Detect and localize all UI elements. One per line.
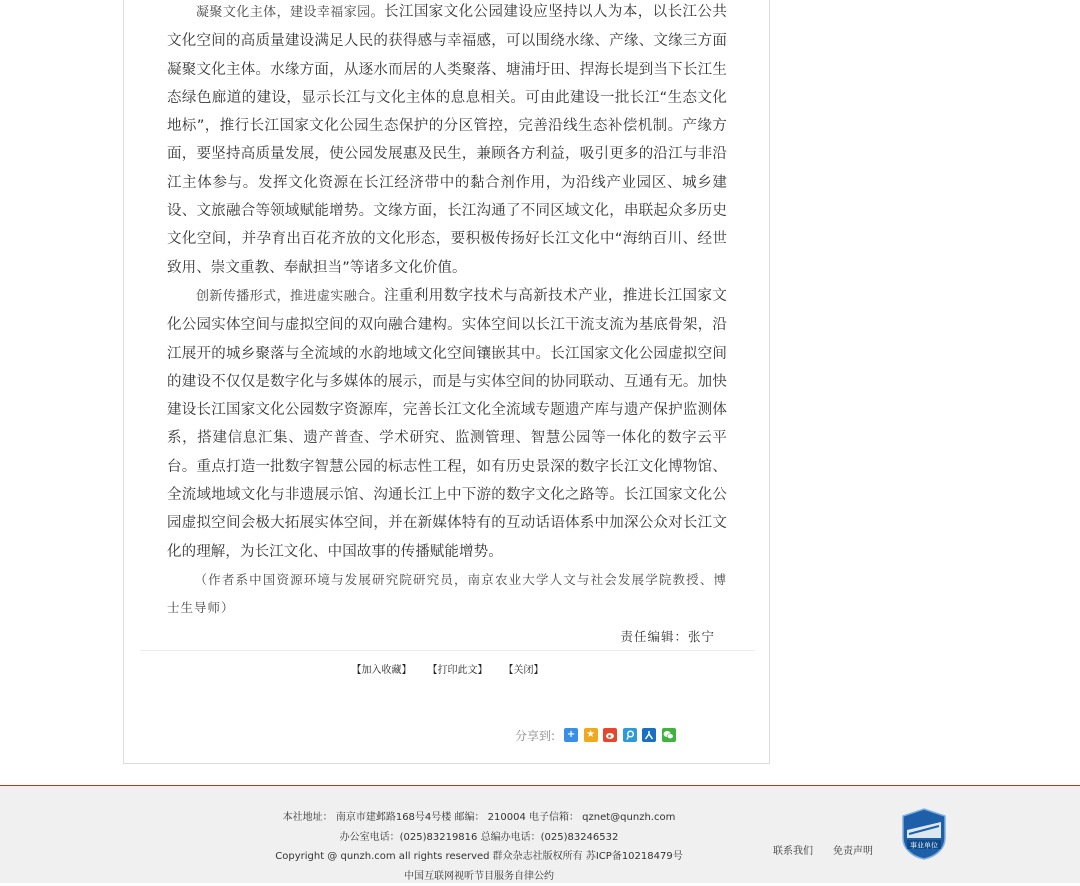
wechat-icon[interactable]	[662, 728, 676, 742]
paragraph-1-lead: 凝聚文化主体，建设幸福家园。	[196, 5, 384, 20]
weibo-icon[interactable]	[603, 728, 617, 742]
paragraph-1-text: 长江国家文化公园建设应坚持以人为本，以长江公共文化空间的高质量建设满足人民的获得感与幸福感，可以围绕水缘、产缘、文缘三方面凝聚文化主体。水缘方面，从逐水而居的人类聚落、塘浦圩田、捍海长堤到当下长江生态绿色廊道的建设，显示长江与文化主体的息息相关。可由此建设一批长江“生态文化地标”，推行长江国家文化公园生态保护的分区管控，完善沿线生态补偿机制。产缘方面，要坚持高质量发展，使公园发展惠及民生，兼顾各方利益，吸引更多的沿江与非沿江主体参与。发挥文化资源在长江经济带中的黏合剂作用，为沿线产业园区、城乡建设、文旅融合等领域赋能增势。文缘方面，长江沟通了不同区域文化，串联起众多历史文化空间，并孕育出百花齐放的文化形态，要积极传扬好长江文化中“海纳百川、经世致用、崇文重教、奉献担当”等诸多文化价值。	[167, 4, 727, 276]
contact-us-link[interactable]: 联系我们	[773, 846, 813, 857]
add-favorite-link[interactable]: 【加入收藏】	[352, 661, 412, 676]
site-footer	[0, 785, 1080, 883]
footer-info	[264, 808, 694, 886]
footer-phones: 办公室电话：(025)83219816 总编办电话：(025)83246532	[264, 828, 694, 848]
disclaimer-link[interactable]: 免责声明	[833, 846, 873, 857]
emblem-text: 事业单位	[910, 841, 938, 850]
footer-links	[773, 842, 893, 857]
paragraph-1	[167, 0, 727, 282]
plus-share-icon[interactable]: +	[564, 728, 578, 742]
share-bar	[515, 726, 681, 744]
paragraph-2-lead: 创新传播形式，推进虚实融合。	[196, 289, 384, 304]
article-actions	[124, 661, 771, 676]
responsible-editor: 责任编辑：张宁	[167, 623, 727, 651]
author-note: （作者系中国资源环境与发展研究院研究员，南京农业大学人文与社会发展学院教授、博士生导师）	[167, 566, 727, 623]
print-article-link[interactable]: 【打印此文】	[428, 661, 488, 676]
article-container	[123, 0, 770, 764]
divider	[140, 650, 755, 651]
footer-copyright: Copyright @ qunzh.com all rights reserved 群众杂志社版权所有 苏ICP备10218479号	[264, 847, 694, 867]
share-label: 分享到:	[515, 727, 555, 744]
paragraph-2-text: 注重利用数字技术与高新技术产业，推进长江国家文化公园实体空间与虚拟空间的双向融合建构。实体空间以长江干流支流为基底骨架，沿江展开的城乡聚落与全流域的水韵地域文化空间镶嵌其中。长江国家文化公园虚拟空间的建设不仅仅是数字化与多媒体的展示，而是与实体空间的协同联动、互通有无。加快建设长江国家文化公园数字资源库，完善长江文化全流域专题遗产库与遗产保护监测体系，搭建信息汇集、遗产普查、学术研究、监测管理、智慧公园等一体化的数字云平台。重点打造一批数字智慧公园的标志性工程，如有历史景深的数字长江文化博物馆、全流域地域文化与非遗展示馆、沟通长江上中下游的数字文化之路等。长江国家文化公园虚拟空间会极大拓展实体空间，并在新媒体特有的互动话语体系中加深公众对长江文化的理解，为长江文化、中国故事的传播赋能增势。	[167, 288, 727, 560]
tencent-weibo-icon[interactable]	[623, 728, 637, 742]
footer-pledge[interactable]: 中国互联网视听节目服务自律公约	[264, 867, 694, 886]
public-institution-emblem-icon[interactable]	[901, 808, 947, 860]
qzone-star-icon[interactable]: ★	[584, 728, 598, 742]
paragraph-2	[167, 282, 727, 566]
close-page-link[interactable]: 【关闭】	[504, 661, 544, 676]
article-body	[167, 0, 727, 651]
footer-address: 本社地址： 南京市建邺路168号4号楼 邮编： 210004 电子信箱： qznet@qunzh.com	[264, 808, 694, 828]
renren-icon[interactable]	[642, 728, 656, 742]
